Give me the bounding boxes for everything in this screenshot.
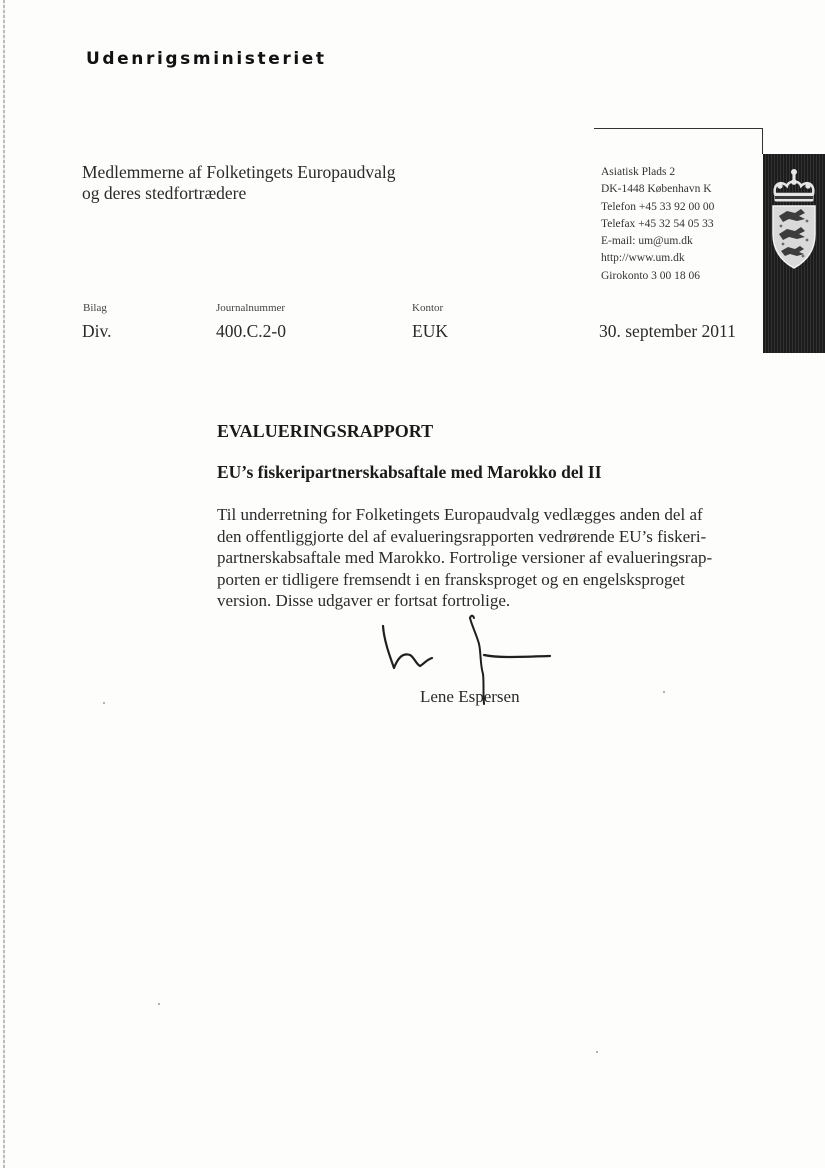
address-giro: Girokonto 3 00 18 06 (601, 269, 701, 282)
scan-speck (663, 691, 665, 693)
scan-edge-artifact (3, 0, 5, 1168)
kontor-value: EUK (412, 321, 448, 341)
address-fax: Telefax +45 32 54 05 33 (601, 217, 714, 230)
journal-number-label: Journalnummer (216, 302, 286, 314)
body-line: porten er tidligere fremsendt i en fransksproget og en engelsksproget (217, 569, 685, 589)
signer-name: Lene Espersen (420, 687, 520, 706)
address-street: Asiatisk Plads 2 (601, 166, 676, 178)
address-phone: Telefon +45 33 92 00 00 (601, 200, 715, 213)
address-rule (594, 128, 762, 129)
address-email: E-mail: um@um.dk (601, 235, 693, 248)
kontor-label: Kontor (412, 302, 444, 314)
recipient-block (82, 162, 395, 204)
letter-date: 30. september 2011 (599, 321, 736, 341)
journal-number-value: 400.C.2-0 (216, 321, 286, 341)
scan-speck (158, 1003, 160, 1005)
recipient-line: Medlemmerne af Folketingets Europaudvalg (82, 162, 396, 182)
address-website: http://www.um.dk (601, 252, 685, 265)
recipient-line: og deres stedfortrædere (82, 183, 247, 203)
bilag-label: Bilag (83, 302, 107, 314)
ministry-letterhead: Udenrigsministeriet (86, 49, 327, 69)
coat-of-arms-band (763, 154, 825, 353)
body-line: den offentliggjorte del af evalueringsrapporten vedrørende EU’s fiskeri- (217, 526, 707, 546)
address-rule-corner (762, 128, 763, 154)
bilag-value: Div. (82, 321, 112, 341)
letter-body (217, 504, 712, 612)
address-city: DK-1448 København K (601, 183, 712, 196)
sender-address-block (601, 164, 714, 285)
body-line: version. Disse udgaver er fortsat fortrolige. (217, 591, 511, 611)
letter-subtitle: EU’s fiskeripartnerskabsaftale med Marokko del II (217, 462, 602, 482)
letter-title: EVALUERINGSRAPPORT (217, 421, 434, 441)
body-line: Til underretning for Folketingets Europaudvalg vedlægges anden del af (217, 505, 703, 524)
scan-speck (103, 702, 105, 704)
handwritten-signature (380, 612, 560, 712)
danish-crest-icon (767, 168, 821, 278)
scan-speck (596, 1051, 598, 1053)
body-line: partnerskabsaftale med Marokko. Fortrolige versioner af evalueringsrap- (217, 548, 713, 568)
